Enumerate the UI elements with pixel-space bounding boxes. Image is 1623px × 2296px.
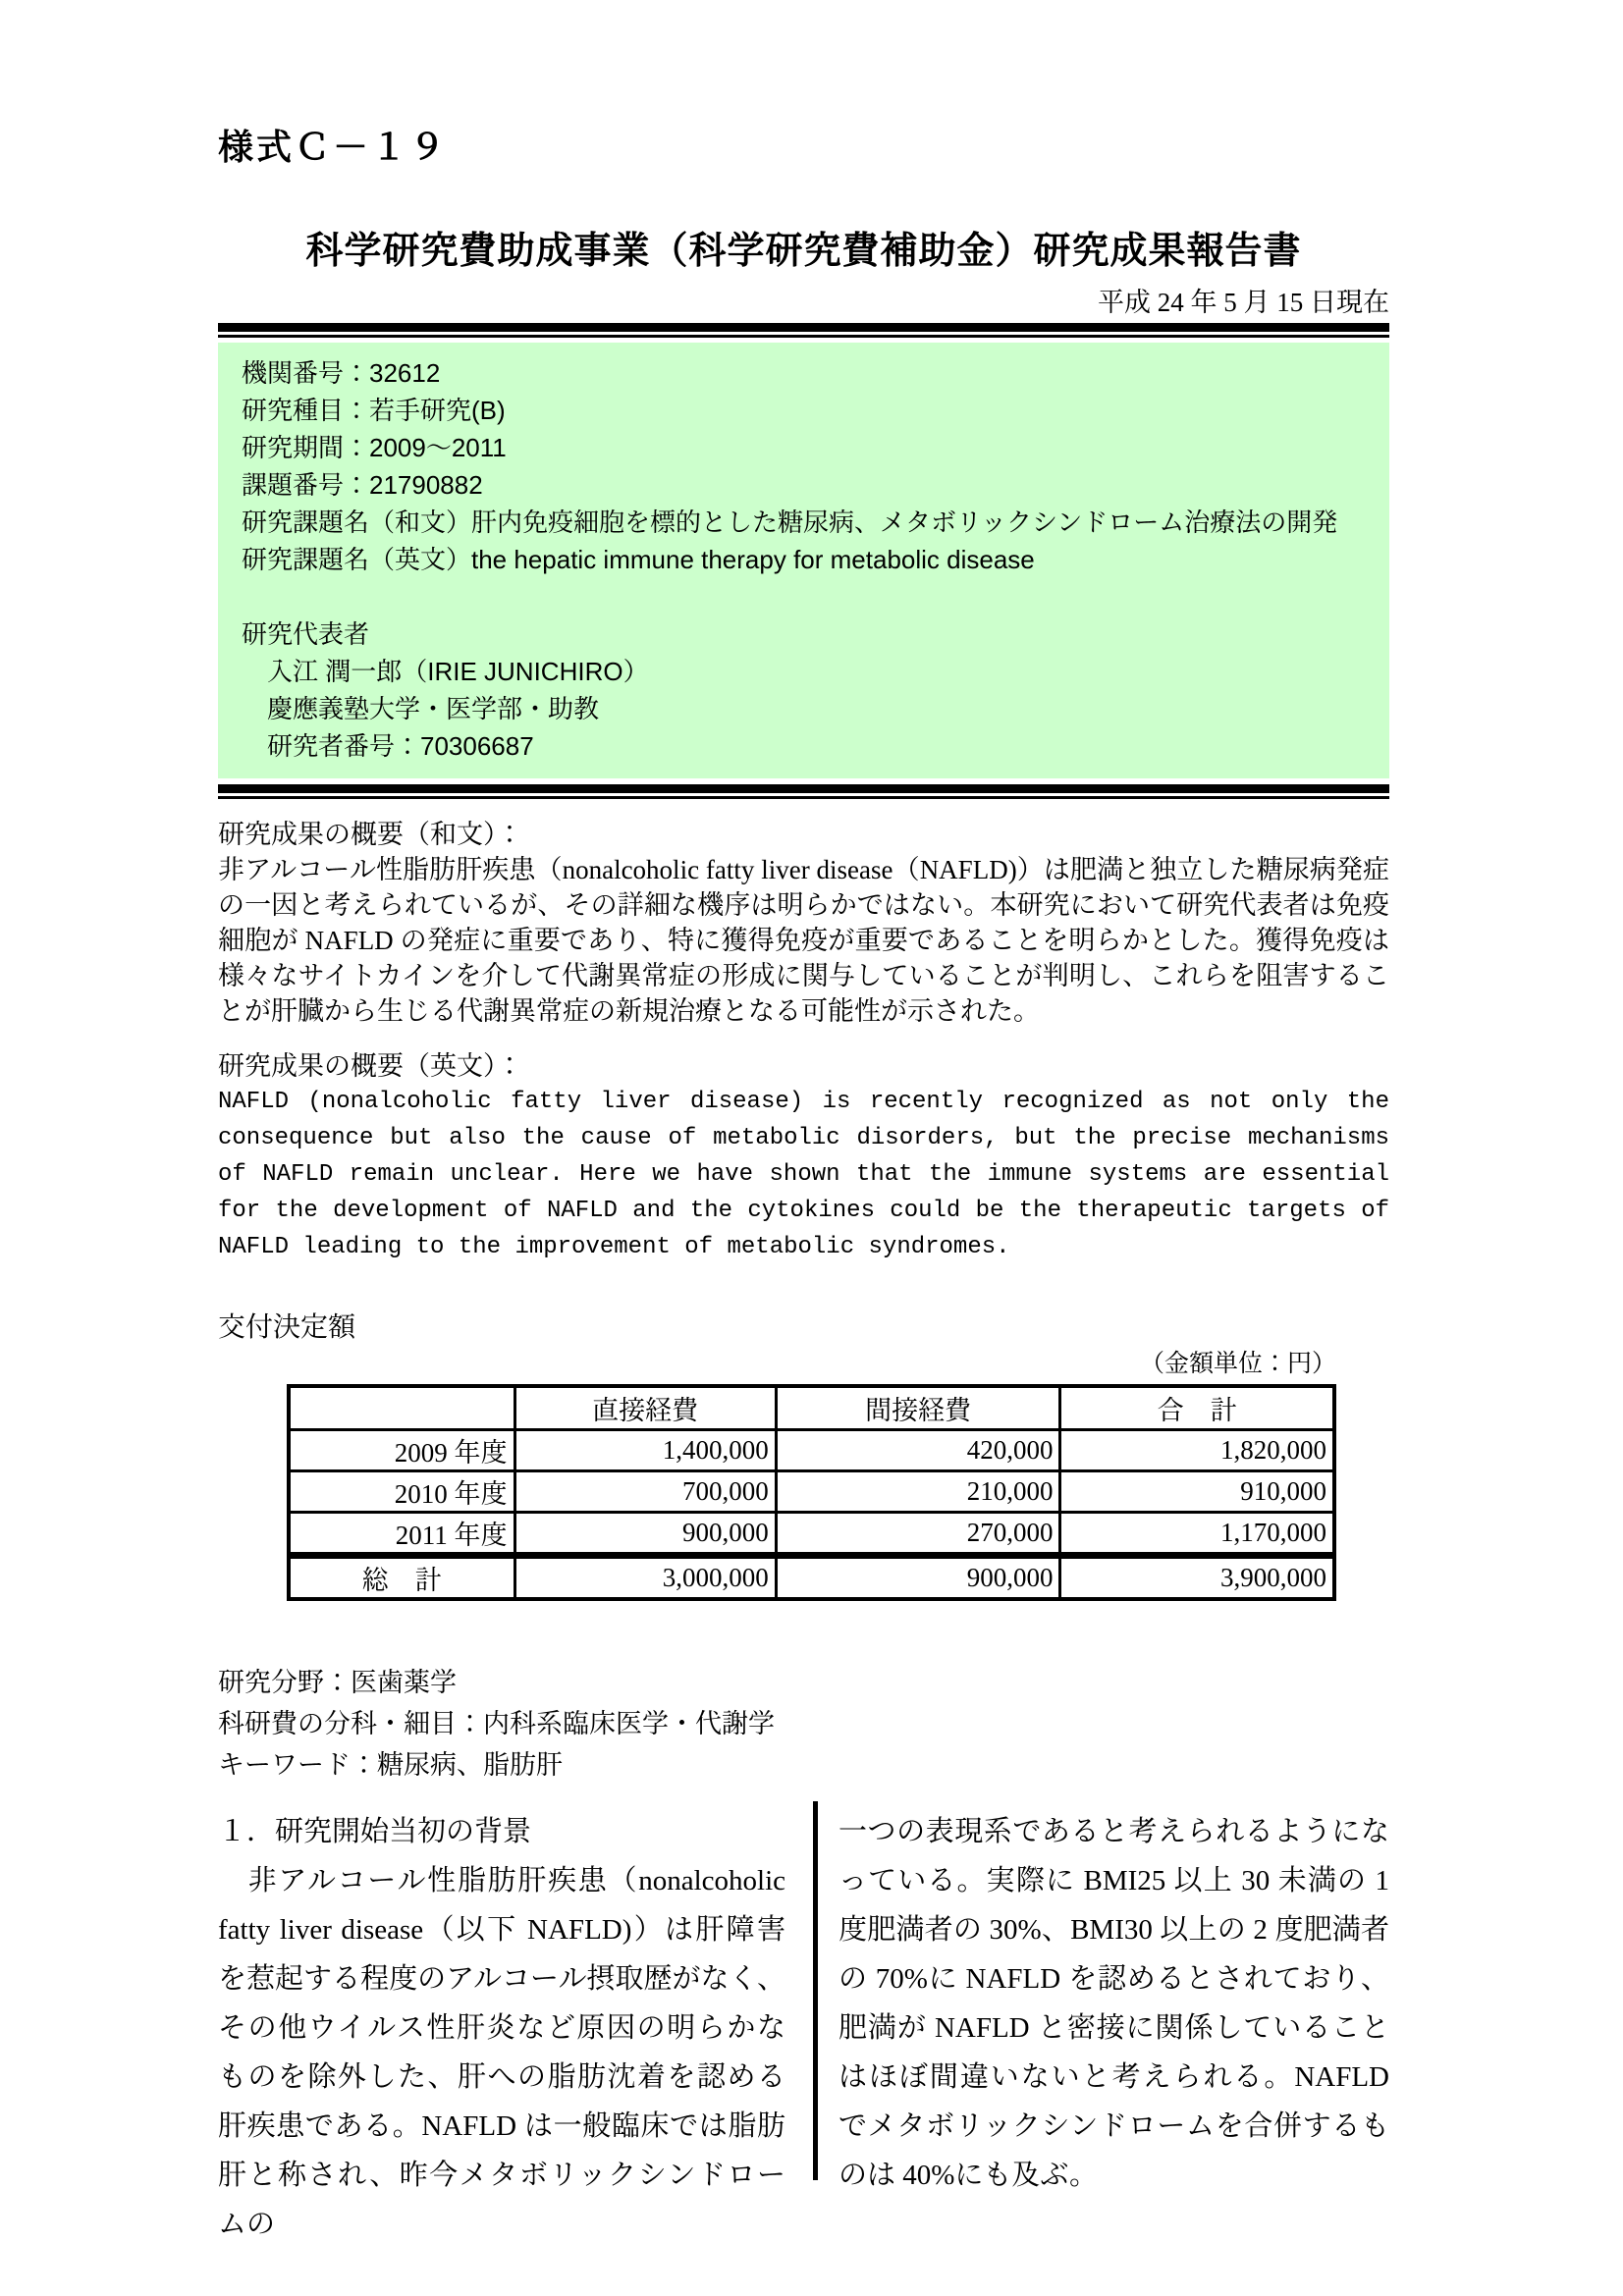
- budget-header-indirect: 間接経費: [776, 1386, 1060, 1429]
- background-right-column: [839, 1807, 1389, 2200]
- table-row-2009: [289, 1429, 1334, 1470]
- info-line-pi-label: 研究代表者: [242, 619, 370, 649]
- info-line-pi-name: 入江 潤一郎（IRIE JUNICHIRO）: [242, 657, 649, 686]
- rule-thin-bar: [218, 796, 1389, 799]
- budget-total-amount: 1,170,000: [1060, 1512, 1334, 1555]
- background-left-body: 非アルコール性脂肪肝疾患（nonalcoholic fatty liver disease（以下 NAFLD)）は肝障害を惹起する程度のアルコール摂取歴がなく、その他ウイルス性肝炎など原因の明らかなものを除外した、肝への脂肪沈着を認める肝疾患である。NAFLD は一般臨床では脂肪肝と称され、昨今メタボリックシンドロームの: [218, 1864, 785, 2240]
- summary-en-heading: 研究成果の概要（英文）：: [218, 1051, 523, 1081]
- budget-indirect-amount: 210,000: [776, 1470, 1060, 1512]
- budget-table-wrap: [287, 1350, 1336, 1601]
- background-two-column-section: [218, 1807, 1389, 2249]
- info-line-blank: [242, 578, 1366, 615]
- research-field-line: 研究分野：医歯薬学: [218, 1667, 457, 1697]
- info-line-title-ja: 研究課題名（和文）肝内免疫細胞を標的とした糖尿病、メタボリックシンドローム治療法の開発: [242, 507, 1338, 537]
- info-line-pi-affiliation: 慶應義塾大学・医学部・助教: [242, 694, 600, 723]
- budget-header-total: 合 計: [1060, 1386, 1334, 1429]
- info-line-pi-number: 研究者番号：70306687: [242, 731, 534, 761]
- table-row-grand-total: [289, 1555, 1334, 1599]
- budget-total-amount: 1,820,000: [1060, 1429, 1334, 1470]
- divider-rule-bottom: [218, 784, 1389, 799]
- research-category-line: 科研費の分科・細目：内科系臨床医学・代謝学: [218, 1708, 775, 1738]
- research-meta-block: [218, 1662, 1389, 1786]
- form-label: 様式Ｃ－１９: [218, 127, 449, 167]
- budget-year-label: 2011 年度: [289, 1512, 514, 1555]
- summary-ja-heading: 研究成果の概要（和文）：: [218, 820, 523, 849]
- date-note: 平成 24 年 5 月 15 日現在: [1098, 288, 1389, 317]
- budget-year-label: 2010 年度: [289, 1470, 514, 1512]
- info-line-title-en: 研究課題名（英文）the hepatic immune therapy for metabolic disease: [242, 545, 1035, 574]
- rule-thick-bar: [218, 323, 1389, 332]
- background-heading: １．研究開始当初の背景: [218, 1815, 532, 1847]
- budget-direct-amount: 900,000: [514, 1512, 776, 1555]
- summary-en-body: NAFLD (nonalcoholic fatty liver disease) is recently recognized as not only the consequence but also the cause of metabolic disorders, but the precise mechanisms of NAFLD remain unclear. Here we have shown that the immune systems are essential for the development of NAFLD and the cytokines could be the therapeutic targets of NAFLD leading to the improvement of metabolic syndromes.: [218, 1089, 1389, 1260]
- background-right-body: 一つの表現系であると考えられるようになっている。実際に BMI25 以上 30 未満の 1 度肥満者の 30%、BMI30 以上の 2 度肥満者の 70%に NAFLD を認めるとされており、肥満が NAFLD と密接に関係していることはほぼ間違いないと考えられる。NAFLD でメタボリックシンドロームを合併するものは 40%にも及ぶ。: [839, 1815, 1389, 2191]
- rule-thick-bar: [218, 784, 1389, 793]
- table-row-2011: [289, 1512, 1334, 1555]
- summary-ja-section: [218, 817, 1389, 1029]
- info-line-project-number: 課題番号：21790882: [242, 470, 483, 500]
- page-title: 科学研究費助成事業（科学研究費補助金）研究成果報告書: [305, 231, 1302, 272]
- summary-en-section: [218, 1048, 1389, 1265]
- info-line-institution-number: 機関番号：32612: [242, 358, 441, 388]
- budget-direct-amount: 3,000,000: [514, 1555, 776, 1599]
- budget-indirect-amount: 420,000: [776, 1429, 1060, 1470]
- budget-section-title: 交付決定額: [218, 1312, 356, 1343]
- budget-header-empty: [289, 1386, 514, 1429]
- budget-indirect-amount: 270,000: [776, 1512, 1060, 1555]
- info-line-research-category: 研究種目：若手研究(B): [242, 396, 506, 425]
- table-row-2010: [289, 1470, 1334, 1512]
- budget-unit-note: （金額単位：円）: [1139, 1351, 1336, 1377]
- summary-ja-body: 非アルコール性脂肪肝疾患（nonalcoholic fatty liver disease（NAFLD)）は肥満と独立した糖尿病発症の一因と考えられているが、その詳細な機序は明らかではない。本研究において研究代表者は免疫細胞が NAFLD の発症に重要であり、特に獲得免疫が重要であることを明らかとした。獲得免疫は様々なサイトカインを介して代謝異常症の形成に関与していることが判明し、これらを阻害することが肝臓から生じる代謝異常症の新規治療となる可能性が示された。: [218, 855, 1389, 1026]
- budget-header-direct: 直接経費: [514, 1386, 776, 1429]
- project-info-box: [218, 343, 1389, 778]
- info-line-research-period: 研究期間：2009～2011: [242, 433, 507, 462]
- divider-rule-top: [218, 323, 1389, 338]
- rule-thin-bar: [218, 335, 1389, 338]
- budget-direct-amount: 1,400,000: [514, 1429, 776, 1470]
- budget-total-amount: 910,000: [1060, 1470, 1334, 1512]
- budget-total-amount: 3,900,000: [1060, 1555, 1334, 1599]
- budget-indirect-amount: 900,000: [776, 1555, 1060, 1599]
- budget-grand-total-label: 総 計: [289, 1555, 514, 1599]
- budget-header-row: [289, 1386, 1334, 1429]
- budget-year-label: 2009 年度: [289, 1429, 514, 1470]
- budget-table: [287, 1384, 1336, 1601]
- keywords-line: キーワード：糖尿病、脂肪肝: [218, 1749, 563, 1780]
- column-divider: [813, 1801, 818, 2180]
- background-left-column: [218, 1807, 785, 2249]
- budget-direct-amount: 700,000: [514, 1470, 776, 1512]
